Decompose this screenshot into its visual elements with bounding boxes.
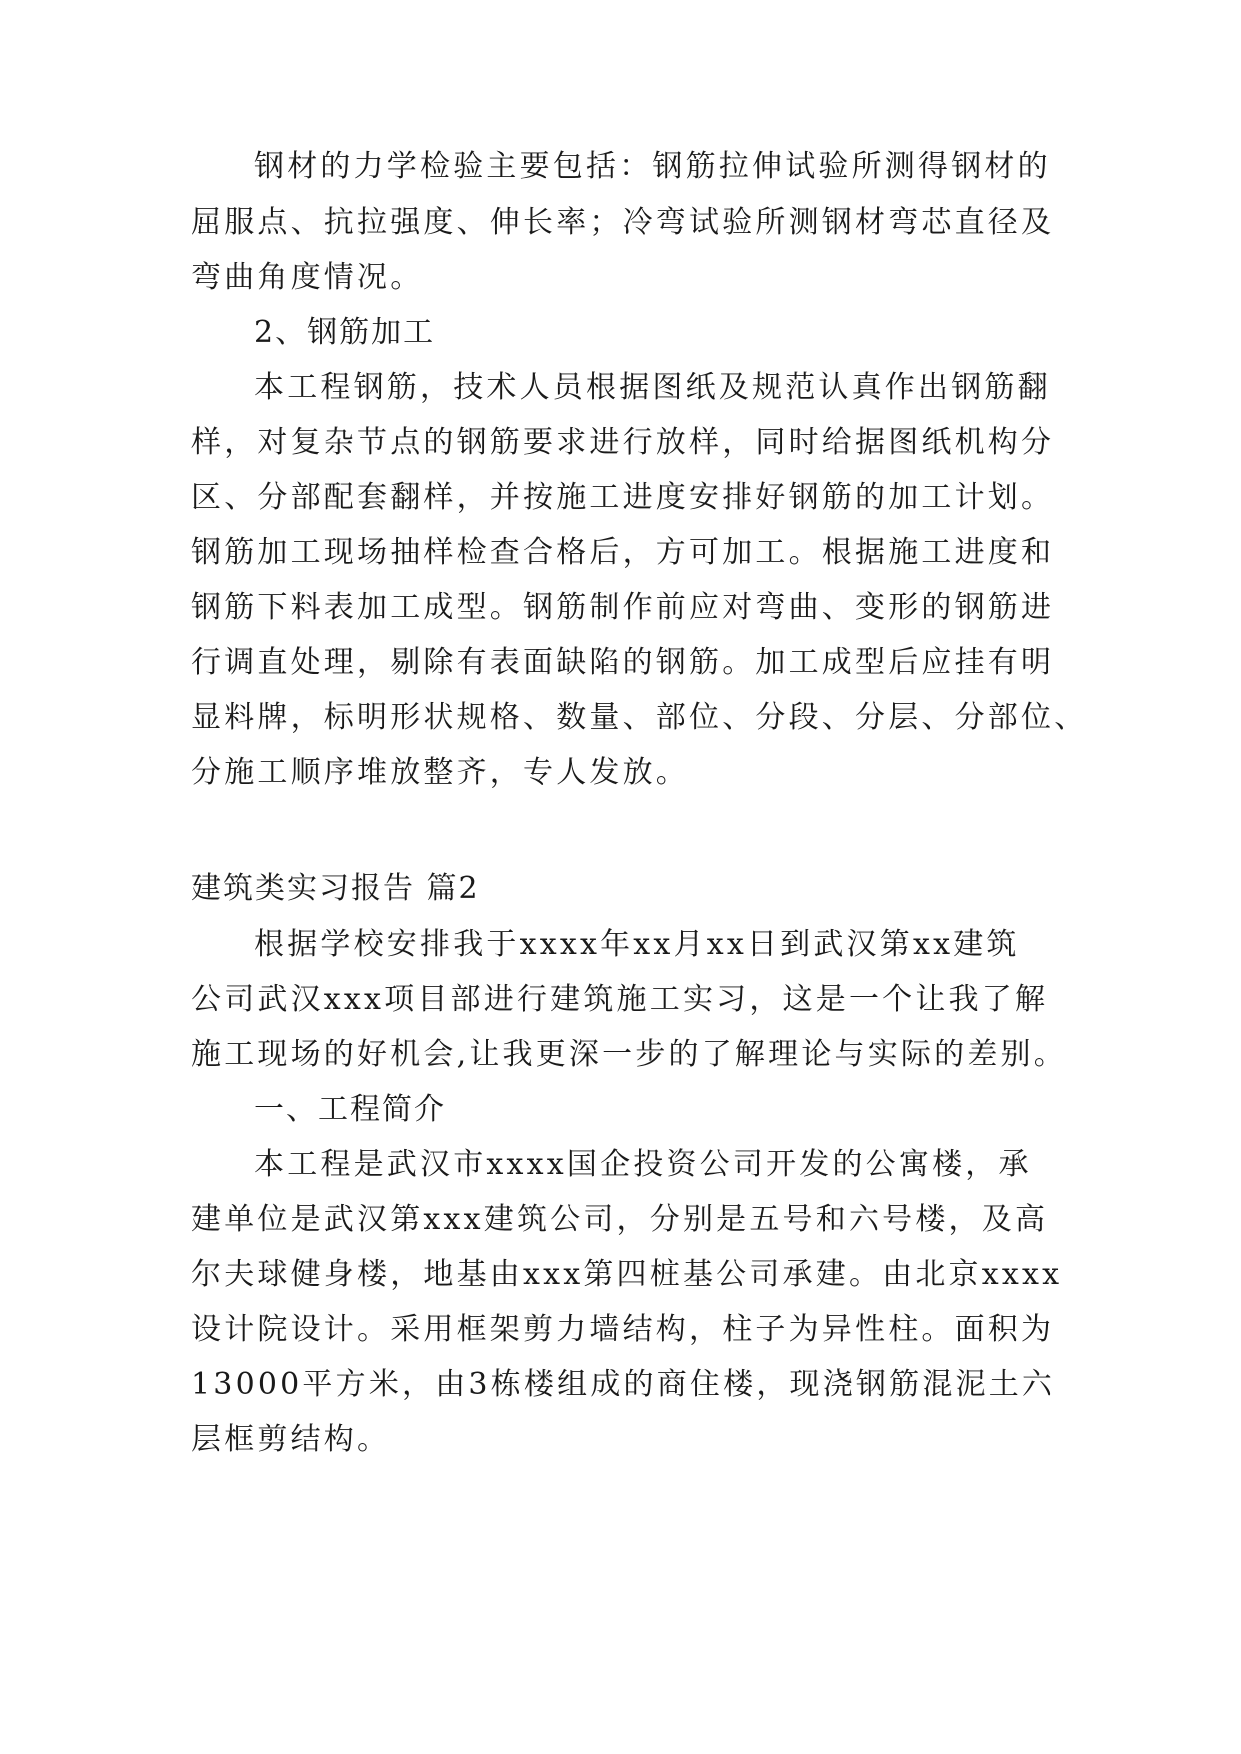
paragraph-line: 公司武汉xxx项目部进行建筑施工实习，这是一个让我了解 [191,982,1049,1017]
paragraph-line: 分施工顺序堆放整齐，专人发放。 [191,755,689,790]
paragraph-line: 钢材的力学检验主要包括：钢筋拉伸试验所测得钢材的 [254,149,1051,184]
paragraph-line: 尔夫球健身楼，地基由xxx第四桩基公司承建。由北京xxxx [191,1257,1063,1292]
paragraph-line: 13000平方米，由3栋楼组成的商住楼，现浇钢筋混泥土六 [191,1367,1056,1402]
paragraph-line: 钢筋下料表加工成型。钢筋制作前应对弯曲、变形的钢筋进 [191,590,1055,625]
subheading: 2、钢筋加工 [254,315,436,350]
paragraph-line: 施工现场的好机会,让我更深一步的了解理论与实际的差别。 [191,1037,1067,1072]
paragraph-line: 钢筋加工现场抽样检查合格后，方可加工。根据施工进度和 [191,535,1055,570]
section-title: 建筑类实习报告 篇2 [191,871,480,906]
paragraph-line: 层框剪结构。 [191,1422,391,1457]
paragraph-line: 设计院设计。采用框架剪力墙结构，柱子为异性柱。面积为 [191,1312,1055,1347]
paragraph-line: 根据学校安排我于xxxx年xx月xx日到武汉第xx建筑 [254,927,1020,962]
paragraph-line: 行调直处理，剔除有表面缺陷的钢筋。加工成型后应挂有明 [191,645,1055,680]
paragraph-line: 屈服点、抗拉强度、伸长率；冷弯试验所测钢材弯芯直径及 [191,205,1055,240]
subheading: 一、工程简介 [254,1092,446,1127]
paragraph-line: 显料牌，标明形状规格、数量、部位、分段、分层、分部位、 [191,700,1088,735]
paragraph-line: 样，对复杂节点的钢筋要求进行放样，同时给据图纸机构分 [191,425,1055,460]
paragraph-line: 建单位是武汉第xxx建筑公司，分别是五号和六号楼，及高 [191,1202,1049,1237]
paragraph-line: 弯曲角度情况。 [191,260,424,295]
paragraph-line: 本工程是武汉市xxxx国企投资公司开发的公寓楼，承 [254,1147,1032,1182]
paragraph-line: 区、分部配套翻样，并按施工进度安排好钢筋的加工计划。 [191,480,1055,515]
paragraph-line: 本工程钢筋，技术人员根据图纸及规范认真作出钢筋翻 [254,370,1051,405]
